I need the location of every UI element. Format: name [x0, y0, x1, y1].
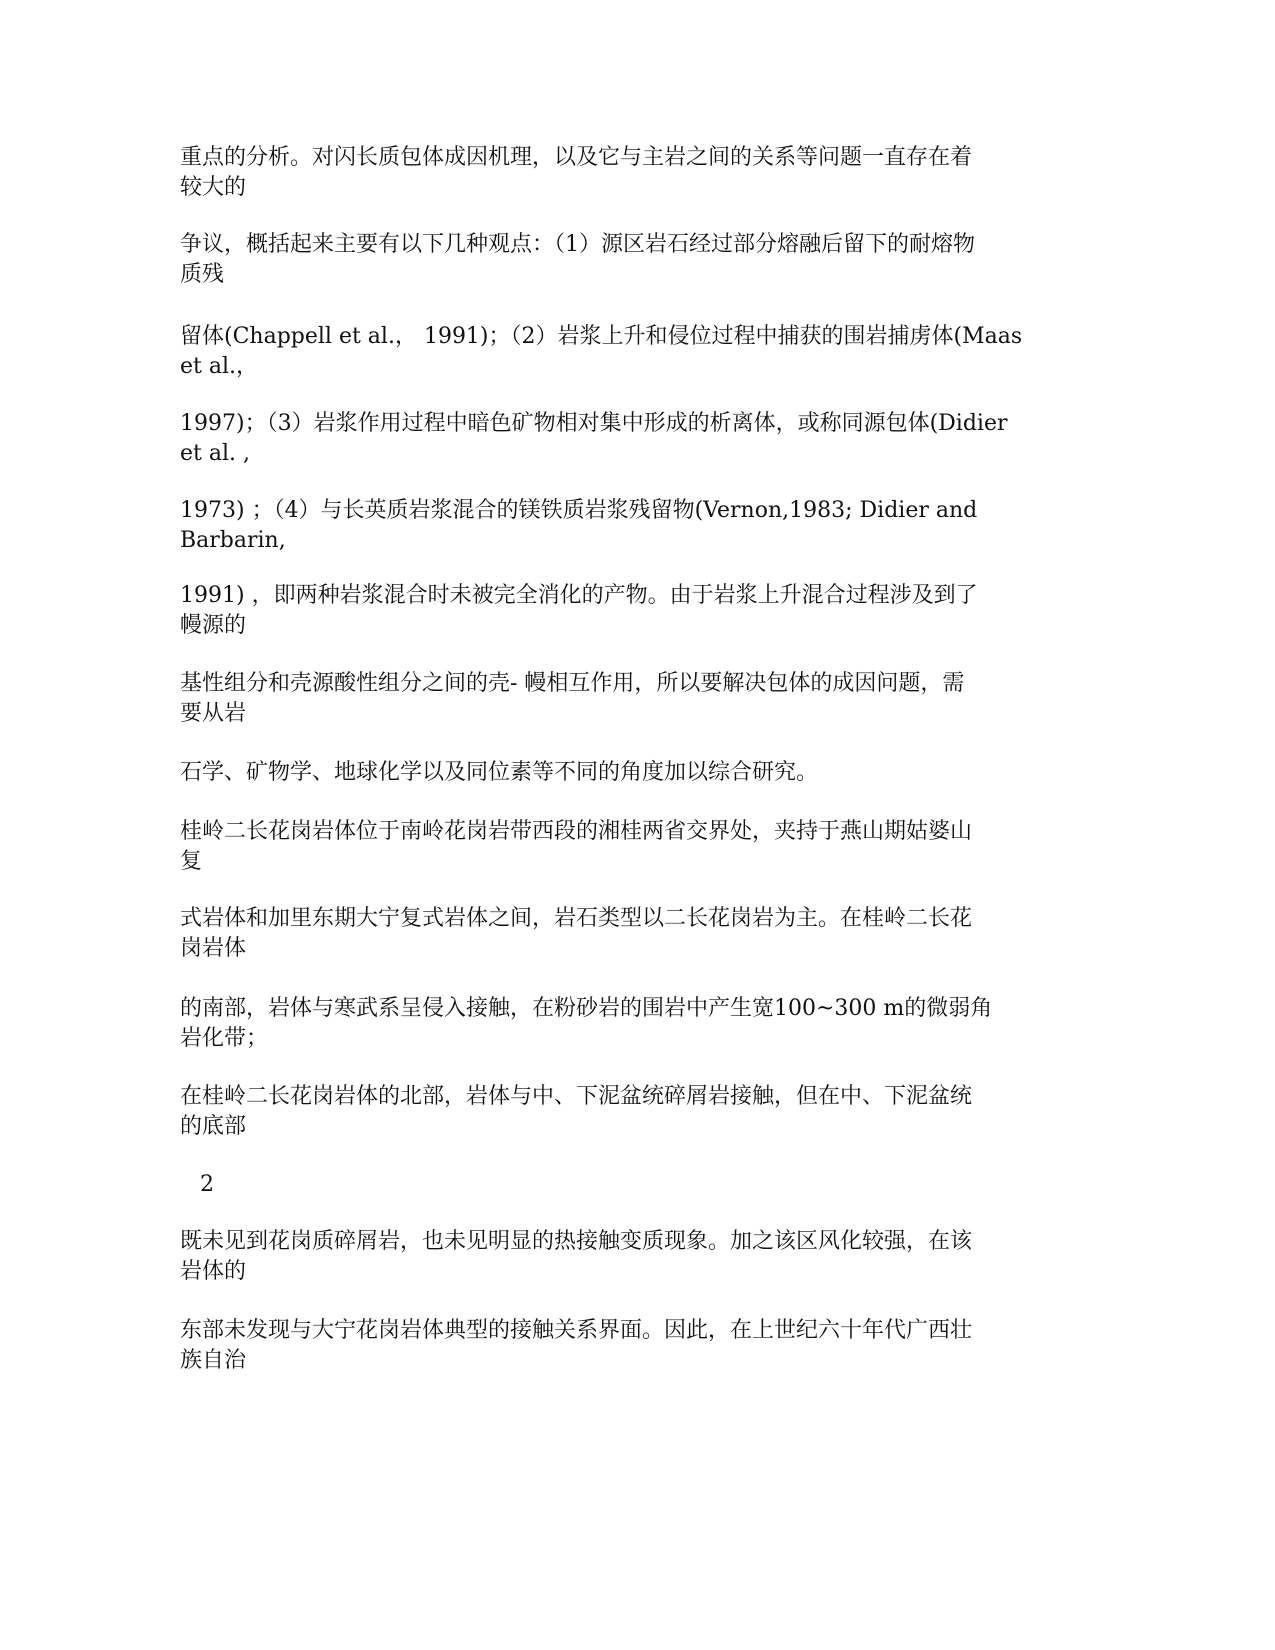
paragraph-9-line-2: 复: [180, 849, 203, 874]
paragraph-5-line-1: 1973) ；（4）与长英质岩浆混合的镁铁质岩浆残留物(Vernon,1983; Didier and: [180, 498, 978, 523]
paragraph-10: [180, 904, 1050, 964]
paragraph-12-line-2: 的底部: [180, 1114, 247, 1139]
paragraph-11: [180, 994, 1050, 1054]
paragraph-6-line-1: 1991) ，即两种岩浆混合时未被完全消化的产物。由于岩浆上升混合过程涉及到了: [180, 583, 978, 608]
paragraph-12-line-1: 在桂岭二长花岗岩体的北部，岩体与中、下泥盆统碎屑岩接触，但在中、下泥盆统: [180, 1084, 973, 1109]
paragraph-1: [180, 143, 1050, 203]
paragraph-3-line-1: 留体(Chappell et al.， 1991)；（2）岩浆上升和侵位过程中捕获的围岩捕虏体(Maas: [180, 324, 1023, 349]
paragraph-9-line-1: 桂岭二长花岗岩体位于南岭花岗岩带西段的湘桂两省交界处，夹持于燕山期姑婆山: [180, 819, 973, 844]
paragraph-10-line-2: 岗岩体: [180, 936, 247, 961]
paragraph-11-line-2: 岩化带；: [180, 1026, 269, 1051]
paragraph-5: [180, 496, 1050, 556]
paragraph-6: [180, 581, 1050, 641]
paragraph-8: [180, 758, 1050, 788]
paragraph-1-line-2: 较大的: [180, 175, 247, 200]
paragraph-7: [180, 669, 1050, 729]
paragraph-2-line-1: 争议，概括起来主要有以下几种观点：（1）源区岩石经过部分熔融后留下的耐熔物: [180, 232, 975, 257]
paragraph-14-line-2: 族自治: [180, 1348, 247, 1373]
paragraph-7-line-1: 基性组分和壳源酸性组分之间的壳- 幔相互作用，所以要解决包体的成因问题，需: [180, 671, 965, 696]
paragraph-2-line-2: 质残: [180, 262, 225, 287]
paragraph-13: [180, 1227, 1050, 1287]
paragraph-5-line-2: Barbarin,: [180, 528, 286, 553]
paragraph-12: [180, 1082, 1050, 1142]
paragraph-14-line-1: 东部未发现与大宁花岗岩体典型的接触关系界面。因此，在上世纪六十年代广西壮: [180, 1318, 973, 1343]
paragraph-4-line-2: et al. ,: [180, 441, 250, 466]
page-number: 2: [200, 1172, 214, 1197]
paragraph-6-line-2: 幔源的: [180, 613, 247, 638]
paragraph-13-line-1: 既未见到花岗质碎屑岩，也未见明显的热接触变质现象。加之该区风化较强，在该: [180, 1229, 973, 1254]
paragraph-4-line-1: 1997)；（3）岩浆作用过程中暗色矿物相对集中形成的析离体，或称同源包体(Didier: [180, 411, 1008, 436]
paragraph-7-line-2: 要从岩: [180, 701, 247, 726]
paragraph-10-line-1: 式岩体和加里东期大宁复式岩体之间，岩石类型以二长花岗岩为主。在桂岭二长花: [180, 906, 973, 931]
paragraph-3-line-2: et al.，: [180, 354, 258, 379]
paragraph-8-line-1: 石学、矿物学、地球化学以及同位素等不同的角度加以综合研究。: [180, 760, 819, 785]
paragraph-9: [180, 817, 1050, 877]
paragraph-2: [180, 230, 1050, 290]
paragraph-11-line-1: 的南部，岩体与寒武系呈侵入接触，在粉砂岩的围岩中产生宽100~300 m的微弱角: [180, 996, 993, 1021]
paragraph-13-line-2: 岩体的: [180, 1259, 247, 1284]
paragraph-1-line-1: 重点的分析。对闪长质包体成因机理，以及它与主岩之间的关系等问题一直存在着: [180, 145, 973, 170]
paragraph-3: [180, 322, 1050, 382]
paragraph-14: [180, 1316, 1050, 1376]
paragraph-4: [180, 409, 1050, 469]
